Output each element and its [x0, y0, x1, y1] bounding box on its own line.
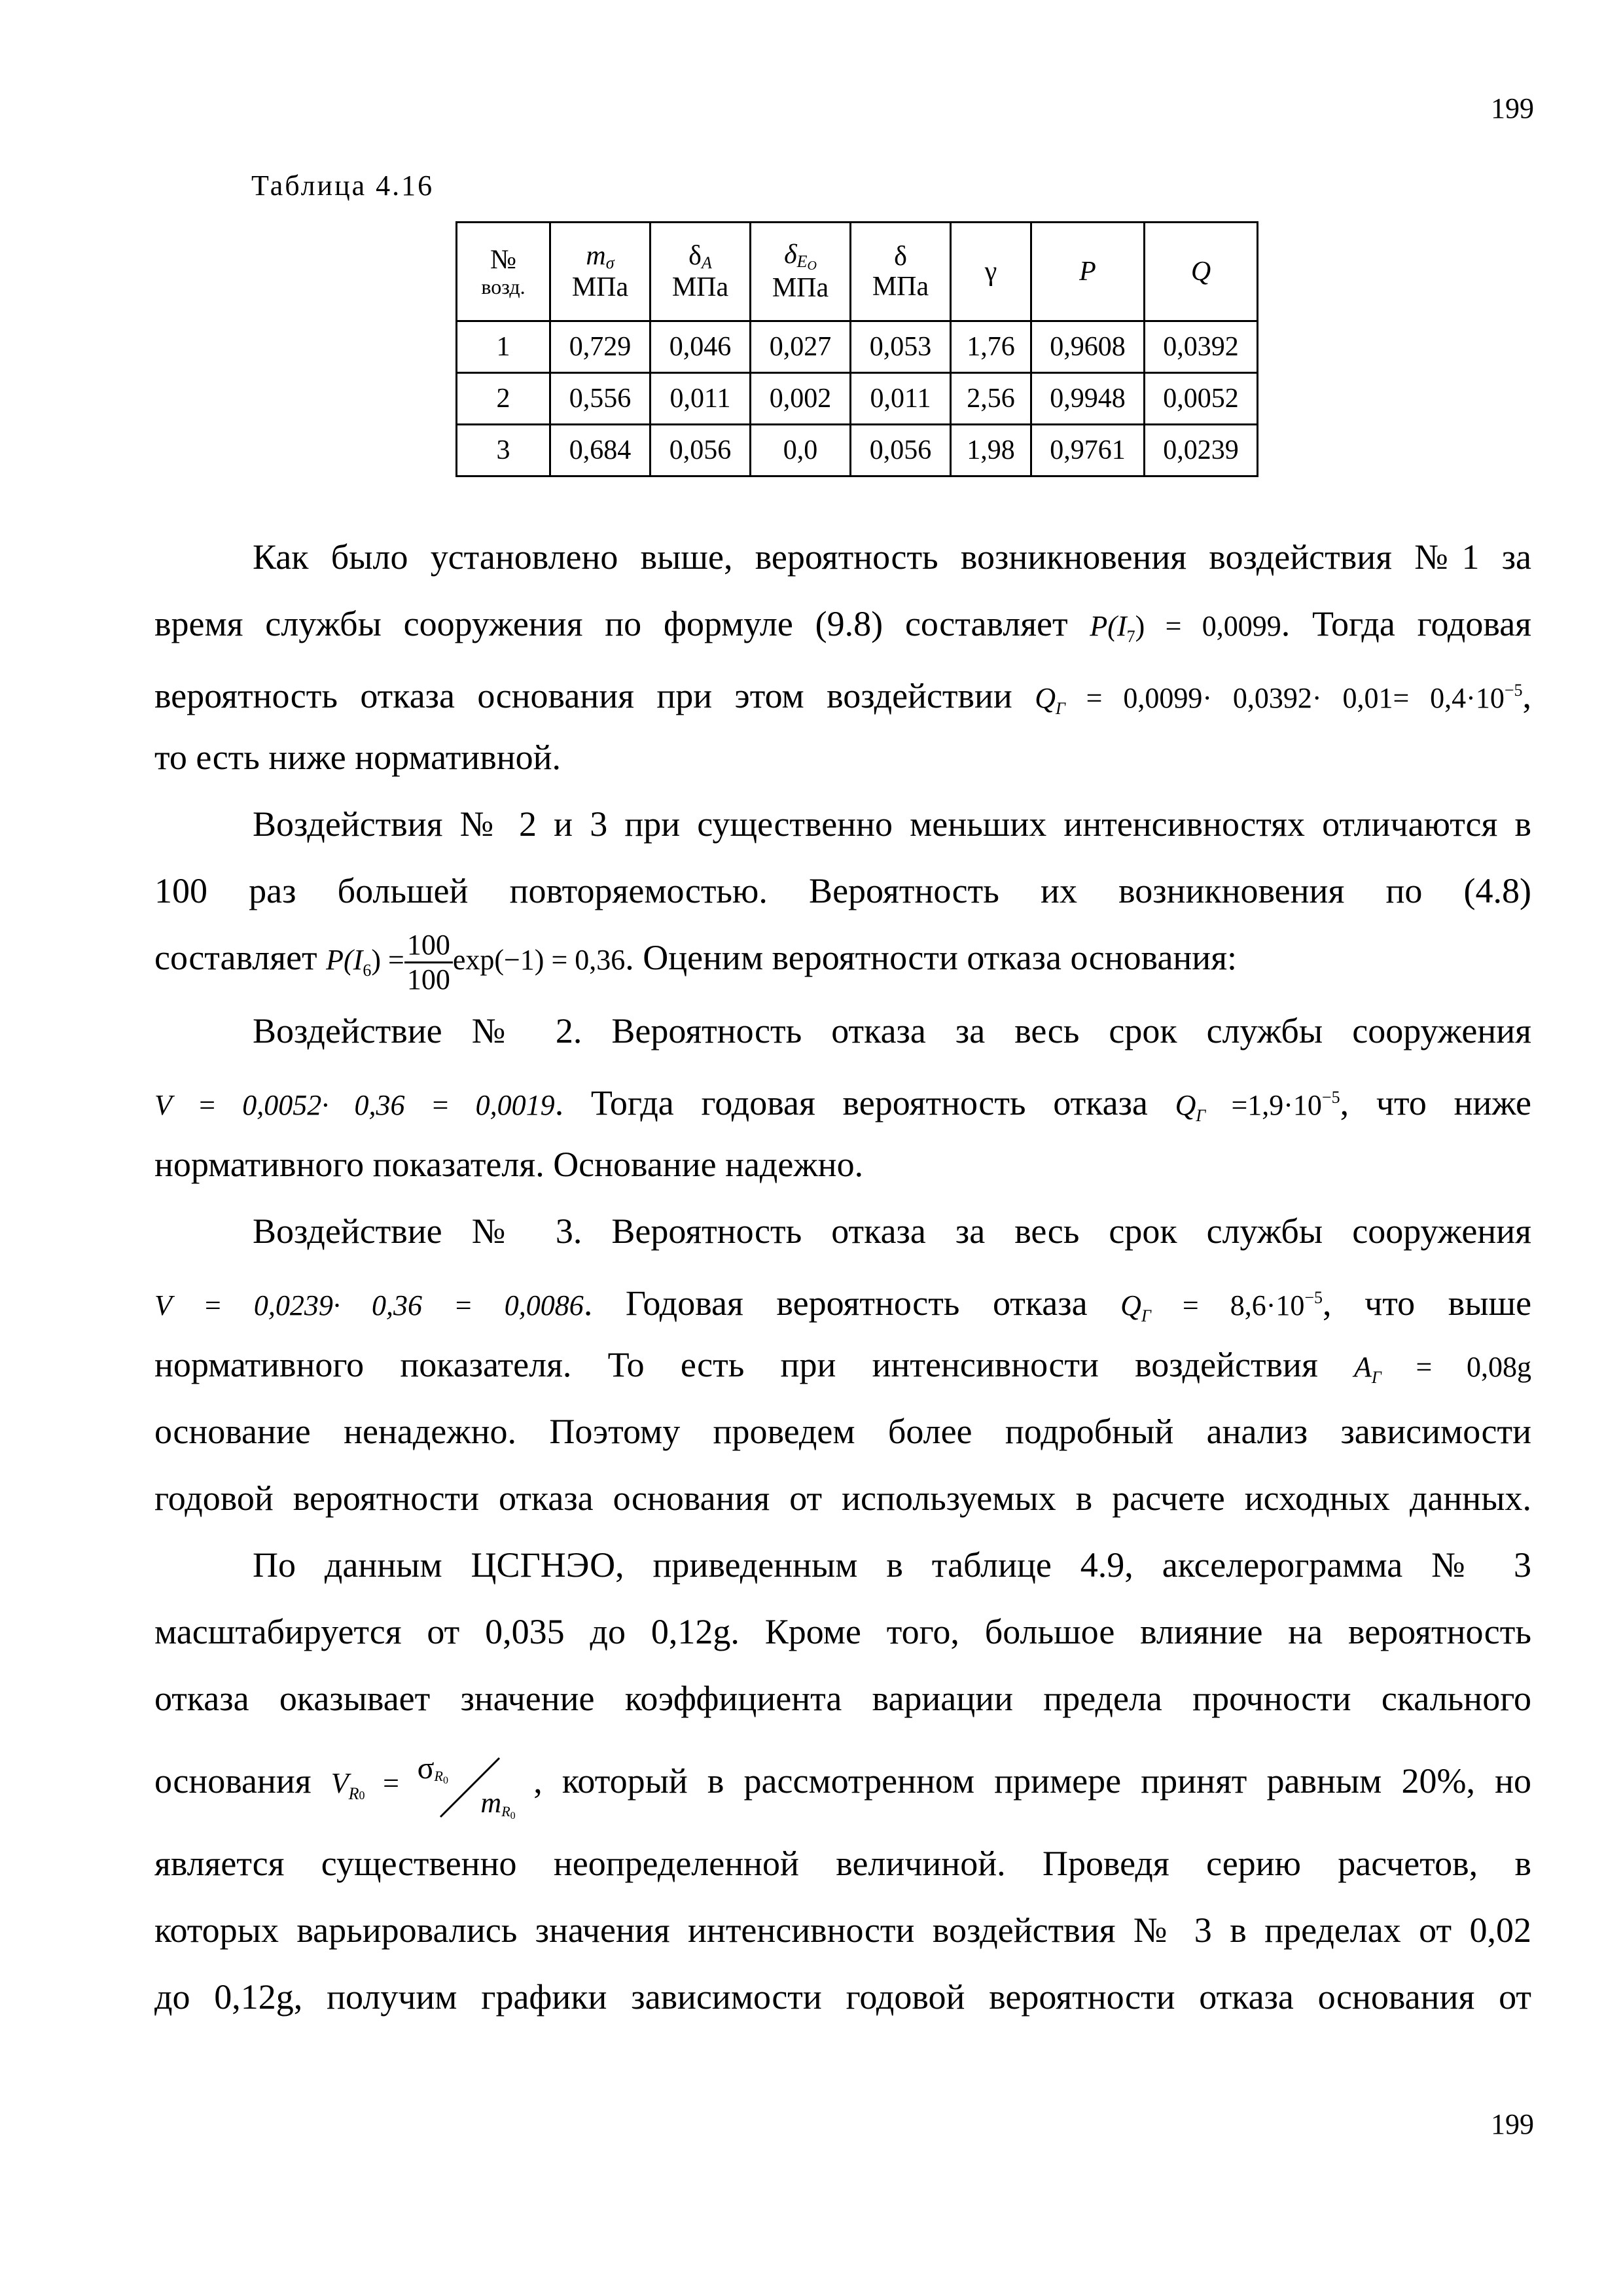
text-line [154, 1265, 1531, 1331]
table-cell: 0,9761 [1031, 425, 1145, 476]
page-number-top: 199 [1491, 92, 1534, 124]
formula-sup: −5 [1321, 1088, 1340, 1107]
text-span: , что выше [1323, 1283, 1532, 1323]
formula-sub: R [348, 1784, 359, 1803]
text-span: . Оценим вероятности отказа основания: [625, 938, 1238, 977]
text-line: По данным ЦСГНЭО, приведенным в таблице 4.9, акселерограмма № 3 [253, 1545, 1531, 1585]
formula-fraction [404, 929, 453, 996]
header-delta-a [651, 223, 751, 321]
table-cell: 2,56 [951, 373, 1031, 425]
table-cell: 1,76 [951, 321, 1031, 373]
text-line: основание ненадежно. Поэтому проведем более подробный анализ зависимости [154, 1412, 1531, 1451]
formula-part: ) = [371, 944, 404, 976]
formula-a-g [1354, 1351, 1531, 1387]
text-line: Воздействие № 2. Вероятность отказа за весь срок службы сооружения [253, 1011, 1531, 1050]
text-line [154, 1064, 1531, 1131]
formula-part: P(I [1090, 610, 1127, 642]
header-delta-e-subscript2: O [807, 259, 817, 274]
text-line: масштабируется от 0,035 до 0,12g. Кроме того, большое влияние на вероятность [154, 1612, 1531, 1651]
header-delta-a-symbol: δ [688, 240, 702, 271]
table-cell: 0,0239 [1145, 425, 1258, 476]
formula-v [154, 1089, 555, 1121]
table-cell: 0,011 [851, 373, 951, 425]
table-cell: 0,684 [550, 425, 651, 476]
formula-p-i6 [326, 929, 626, 996]
text-span: , который в рассмотренном примере принят равным 20%, но [533, 1761, 1532, 1801]
formula-part: P(I [326, 944, 363, 976]
formula-p-i7 [1090, 610, 1281, 646]
formula-part: = 0,08g [1416, 1351, 1531, 1383]
table-row [457, 373, 1258, 425]
formula-sub: Г [1196, 1106, 1206, 1125]
text-line: Как было установлено выше, вероятность возникновения воздействия №1 за [253, 537, 1531, 577]
fraction-top-symbol: σ [417, 1750, 435, 1785]
table-cell: 0,729 [550, 321, 651, 373]
formula-part: Q [1120, 1289, 1141, 1321]
header-delta-e-unit: МПа [772, 273, 829, 304]
table-cell: 0,056 [851, 425, 951, 476]
table-cell: 0,056 [651, 425, 751, 476]
fraction-top-sub: R [434, 1767, 443, 1784]
table-row [457, 321, 1258, 373]
table-cell: 3 [457, 425, 550, 476]
formula-v-r0 [330, 1750, 534, 1821]
formula-part: = 0,0099· 0,0392· 0,01= 0,4·10 [1086, 682, 1505, 714]
fraction-bottom [480, 1786, 515, 1822]
header-delta-e-subscript: E [796, 252, 808, 272]
body-text [154, 524, 1531, 2030]
formula-part: V = 0,0052· 0,36 = 0,0019 [154, 1089, 555, 1121]
table-cell: 0,011 [651, 373, 751, 425]
text-line: Воздействие № 3. Вероятность отказа за весь срок службы сооружения [253, 1211, 1531, 1251]
formula-part: exp(−1) = 0,36 [452, 944, 626, 976]
page-number-bottom: 199 [1491, 2108, 1534, 2140]
table-cell: 0,053 [851, 321, 951, 373]
formula-q-g [1120, 1288, 1323, 1325]
table-cell: 0,0 [751, 425, 851, 476]
text-line: до 0,12g, получим графики зависимости годовой вероятности отказа основания от [154, 1977, 1531, 2017]
text-span: . Тогда годовая вероятность отказа [554, 1083, 1148, 1122]
formula-v [154, 1289, 584, 1321]
text-span: . Годовая вероятность отказа [583, 1283, 1088, 1323]
header-delta-a-unit: МПа [671, 272, 729, 303]
text-span: основания [154, 1761, 312, 1801]
table-cell: 0,0392 [1145, 321, 1258, 373]
header-m-sigma [550, 223, 651, 321]
formula-part: ) = 0,0099 [1135, 610, 1281, 642]
formula-sup: −5 [1504, 681, 1523, 700]
formula-sub: Г [1371, 1368, 1382, 1387]
formula-part: V = 0,0239· 0,36 = 0,0086 [154, 1289, 584, 1321]
text-line: то есть ниже нормативной. [154, 738, 561, 777]
fraction-top-sub2: 0 [442, 1774, 448, 1786]
table-cell: 0,046 [651, 321, 751, 373]
fraction-numerator: 100 [404, 929, 453, 963]
formula-q-g [1035, 681, 1523, 718]
text-span: составляет [154, 938, 317, 977]
text-span: , что ниже [1340, 1083, 1531, 1122]
text-line [154, 590, 1531, 657]
text-span: вероятность отказа основания при этом воздействии [154, 676, 1012, 715]
text-line [154, 924, 1531, 997]
formula-sub: 0 [359, 1789, 365, 1802]
header-num [457, 223, 550, 321]
fraction-bottom-sub2: 0 [510, 1810, 516, 1821]
text-line [154, 1732, 1531, 1830]
formula-part: Q [1175, 1089, 1196, 1121]
formula-part: V [330, 1767, 349, 1799]
table-cell: 0,0052 [1145, 373, 1258, 425]
header-num-label: возд. [481, 274, 526, 298]
header-num-symbol: № [490, 245, 517, 276]
text-span: , [1522, 676, 1531, 715]
text-line: которых варьировались значения интенсивности воздействия № 3 в пределах от 0,02 [154, 1910, 1531, 1950]
table-caption: Таблица 4.16 [251, 170, 435, 202]
formula-sub: Г [1141, 1306, 1151, 1325]
formula-q-g [1175, 1088, 1340, 1125]
text-line: отказа оказывает значение коэффициента вариации предела прочности скального [154, 1679, 1531, 1718]
formula-part: = [383, 1767, 399, 1799]
table-cell: 1,98 [951, 425, 1031, 476]
header-q: Q [1145, 223, 1258, 321]
text-line: является существенно неопределенной величиной. Проведя серию расчетов, в [154, 1844, 1531, 1883]
table-cell: 0,002 [751, 373, 851, 425]
header-m-symbol: m [586, 240, 606, 271]
table-cell: 2 [457, 373, 550, 425]
header-delta-a-subscript: A [701, 253, 712, 272]
text-line: 100 раз большей повторяемостью. Вероятность их возникновения по (4.8) [154, 871, 1531, 910]
fraction-bottom-symbol: m [480, 1786, 502, 1819]
fraction-bottom-sub: R [501, 1803, 510, 1820]
header-delta [851, 223, 951, 321]
formula-sub: 7 [1126, 627, 1135, 646]
text-line: нормативного показателя. Основание надежно. [154, 1145, 864, 1184]
formula-slash-fraction [418, 1750, 516, 1822]
formula-part: = 8,6·10 [1182, 1289, 1305, 1321]
table-cell: 0,556 [550, 373, 651, 425]
header-delta-e-symbol: δ [784, 240, 797, 270]
header-delta-unit: МПа [872, 272, 929, 302]
header-delta-e [751, 223, 851, 321]
table-row [457, 425, 1258, 476]
text-span: время службы сооружения по формуле (9.8) составляет [154, 604, 1068, 643]
header-m-subscript: σ [605, 253, 615, 272]
table-cell: 0,9608 [1031, 321, 1145, 373]
text-line: годовой вероятности отказа основания от используемых в расчете исходных данных. [154, 1479, 1531, 1518]
header-gamma: γ [951, 223, 1031, 321]
table-cell: 0,027 [751, 321, 851, 373]
text-line [154, 657, 1531, 724]
formula-sub: 6 [363, 961, 372, 980]
text-line: Воздействия № 2 и 3 при существенно меньших интенсивностях отличаются в [253, 804, 1531, 844]
formula-part: Q [1035, 682, 1056, 714]
formula-part: =1,9·10 [1231, 1089, 1322, 1121]
header-p: P [1031, 223, 1145, 321]
header-delta-symbol: δ [894, 241, 907, 272]
table-cell: 0,9948 [1031, 373, 1145, 425]
formula-sub: Г [1055, 699, 1065, 718]
formula-part: A [1354, 1351, 1372, 1383]
text-span: нормативного показателя. То есть при интенсивности воздействия [154, 1345, 1318, 1384]
formula-sup: −5 [1304, 1288, 1323, 1307]
data-table [455, 221, 1258, 477]
fraction-denominator: 100 [406, 963, 450, 996]
text-line [154, 1331, 1531, 1398]
table-cell: 1 [457, 321, 550, 373]
table-header-row [457, 223, 1258, 321]
text-span: . Тогда годовая [1281, 604, 1532, 643]
header-m-unit: МПа [571, 272, 629, 303]
